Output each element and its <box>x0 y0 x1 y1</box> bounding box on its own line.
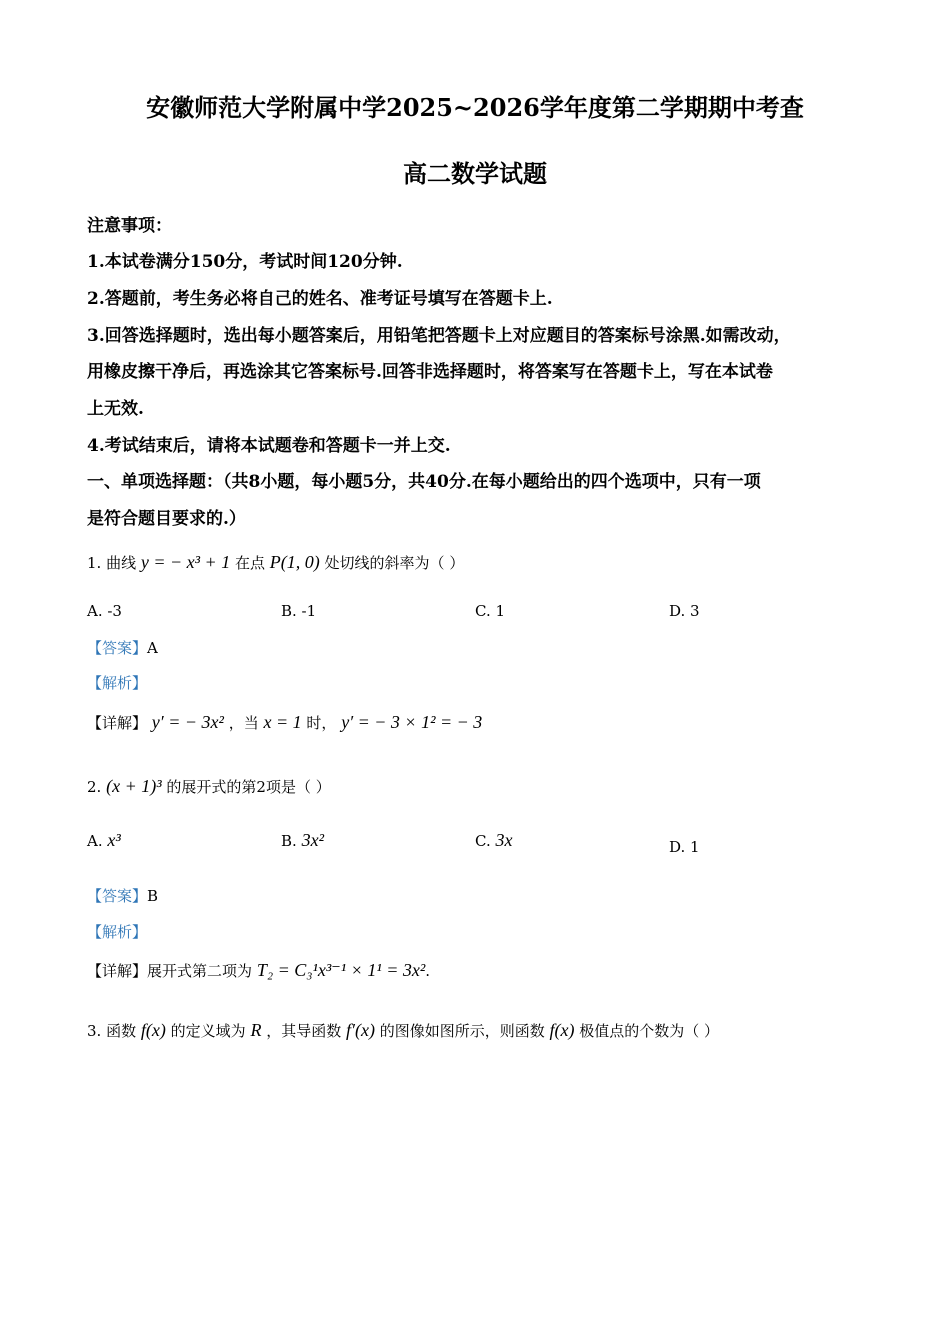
q2-option-c-math: 3x <box>495 830 513 850</box>
q2-option-d: D. 1 <box>669 838 700 856</box>
q1-detail-result: y′ = − 3 × 1² = − 3 <box>341 712 483 732</box>
q1-detail-tag: 【详解】 <box>87 714 148 732</box>
q2-option-b-label: B. <box>281 832 297 850</box>
exam-subtitle: 高二数学试题 <box>403 159 547 188</box>
q1-answer <box>87 637 158 658</box>
q2-option-b-math: 3x² <box>301 830 324 850</box>
notice-item-1: 1.本试卷满分150分，考试时间120分钟. <box>87 252 403 272</box>
question-1-suffix: 处切线的斜率为（ ） <box>324 554 465 572</box>
question-2-expression: (x + 1)³ <box>106 776 162 796</box>
question-3-text-1: 的定义域为 <box>170 1022 246 1040</box>
notice-item-2: 2.答题前，考生务必将自己的姓名、准考证号填写在答题卡上. <box>87 289 553 309</box>
question-3-text-2: ，其导函数 <box>266 1022 342 1040</box>
q2-option-a-math: x³ <box>107 830 121 850</box>
q2-option-b <box>281 830 324 851</box>
q1-detail-text-2: 时， <box>306 714 337 732</box>
notice-item-4: 4.考试结束后，请将本试题卷和答题卡一并上交. <box>87 436 451 456</box>
question-1-function: y = − x³ + 1 <box>140 552 231 572</box>
q2-detail-end: . <box>425 962 431 980</box>
q1-option-b: B. -1 <box>281 602 317 620</box>
q2-answer-value: B <box>147 887 159 905</box>
question-1 <box>87 552 464 573</box>
q1-option-a: A. -3 <box>87 602 122 620</box>
question-3-prefix: 3. 函数 <box>87 1022 137 1040</box>
q1-detail-derivative: y′ = − 3x² <box>151 712 224 732</box>
question-1-point: P(1, 0) <box>269 552 320 572</box>
question-3-derivative: f′(x) <box>346 1020 375 1040</box>
q2-answer-tag: 【答案】 <box>87 887 148 905</box>
notice-item-3: 3.回答选择题时，选出每小题答案后，用铅笔把答题卡上对应题目的答案标号涂黑.如需改动， <box>87 326 791 346</box>
q2-option-c-label: C. <box>475 832 491 850</box>
question-1-prefix: 1. 曲线 <box>87 554 137 572</box>
question-1-mid: 在点 <box>234 554 265 572</box>
q2-option-a-label: A. <box>87 832 103 850</box>
q1-analysis-tag: 【解析】 <box>87 674 148 692</box>
q1-detail-text-1: ，当 <box>228 714 259 732</box>
q2-analysis-tag: 【解析】 <box>87 923 148 941</box>
q2-detail <box>87 960 430 981</box>
q2-option-c <box>475 830 513 851</box>
exam-title: 安徽师范大学附属中学2025~2026学年度第二学期期中考查 <box>146 93 804 122</box>
q2-detail-tag: 【详解】 <box>87 962 148 980</box>
q1-detail-x-value: x = 1 <box>263 712 302 732</box>
q1-detail <box>87 712 482 733</box>
question-3 <box>87 1020 719 1041</box>
q2-option-a <box>87 830 121 851</box>
question-3-text-4: 极值点的个数为（ ） <box>579 1022 720 1040</box>
section-heading-cont: 是符合题目要求的.） <box>87 509 246 529</box>
q1-answer-tag: 【答案】 <box>87 639 148 657</box>
question-3-domain: R <box>250 1020 262 1040</box>
q1-answer-value: A <box>147 639 158 657</box>
q2-answer <box>87 885 158 906</box>
question-2-suffix: 的展开式的第2项是（ ） <box>166 778 331 796</box>
question-3-text-3: 的图像如图所示，则函数 <box>379 1022 545 1040</box>
notice-heading: 注意事项： <box>87 216 172 236</box>
question-2-prefix: 2. <box>87 778 102 796</box>
question-3-f: f(x) <box>140 1020 166 1040</box>
q2-detail-formula: T₂ = C₃¹x³⁻¹ × 1¹ = 3x² <box>256 960 426 980</box>
q1-option-d: D. 3 <box>669 602 700 620</box>
question-2 <box>87 776 331 797</box>
notice-item-3-end: 上无效. <box>87 399 144 419</box>
section-heading: 一、单项选择题：（共8小题，每小题5分，共40分.在每小题给出的四个选项中，只有一项 <box>87 472 761 492</box>
q2-detail-text: 展开式第二项为 <box>147 962 253 980</box>
q1-option-c: C. 1 <box>475 602 506 620</box>
question-3-f-2: f(x) <box>549 1020 575 1040</box>
notice-item-3-cont: 用橡皮擦干净后，再选涂其它答案标号.回答非选择题时，将答案写在答题卡上，写在本试卷 <box>87 362 773 382</box>
